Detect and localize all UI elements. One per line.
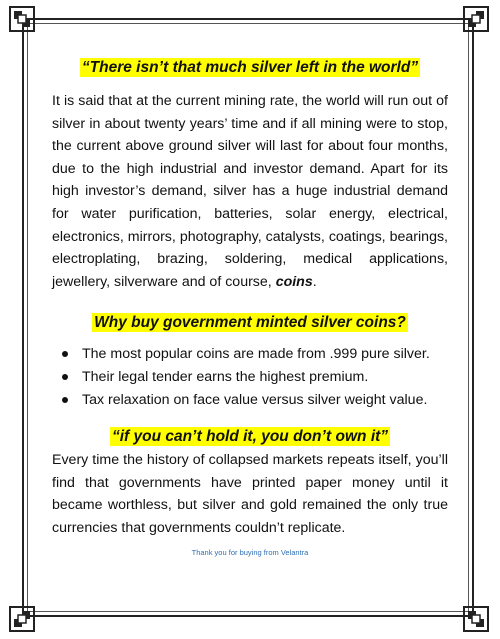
paragraph-collapsed-markets: Every time the history of collapsed markets repeats itself, you’ll find that governments have printed paper money until it became worthless, but silver and gold remained the only true currencies that governments couldn’t replicate. [52, 452, 448, 536]
list-item: Tax relaxation on face value versus silver weight value. [56, 389, 448, 412]
corner-ornament-icon [9, 606, 35, 632]
heading-hold-it-text: “if you can’t hold it, you don’t own it” [111, 428, 389, 446]
corner-ornament-icon [463, 606, 489, 632]
corner-ornament-icon [463, 6, 489, 32]
heading-silver-scarcity [52, 58, 448, 78]
paragraph-silver-demand-text: It is said that at the current mining rate, the world will run out of silver in about twenty years’ time and if all mining were to stop, the current above ground silver will last for about four months, due to the high industrial and investor demand. Apart for its high investor’s demand, silver has a huge industrial demand for water purification, batteries, solar energy, electrical, electronics, mirrors, photography, catalysts, coatings, bearings, electroplating, brazing, soldering, medical applications, jewellery, silverware and of course, [52, 93, 448, 290]
bullet-dot-icon [62, 374, 68, 380]
bullet-dot-icon [62, 351, 68, 357]
bullet-list [52, 343, 448, 411]
emphasis-coins: coins [275, 273, 313, 290]
document-body [52, 58, 448, 557]
paragraph-end: . [312, 273, 317, 290]
list-item: The most popular coins are made from .999 pure silver. [56, 343, 448, 366]
heading-why-buy [52, 313, 448, 333]
heading-silver-scarcity-text: “There isn’t that much silver left in the world” [81, 59, 419, 76]
bullet-dot-icon [62, 397, 68, 403]
paragraph-silver-demand [52, 90, 448, 293]
corner-ornament-icon [9, 6, 35, 32]
footer-thanks: Thank you for buying from Velantra [191, 547, 309, 557]
heading-why-buy-text: Why buy government minted silver coins? [94, 314, 406, 332]
heading-hold-it [52, 427, 448, 447]
list-item: Their legal tender earns the highest premium. [56, 366, 448, 389]
